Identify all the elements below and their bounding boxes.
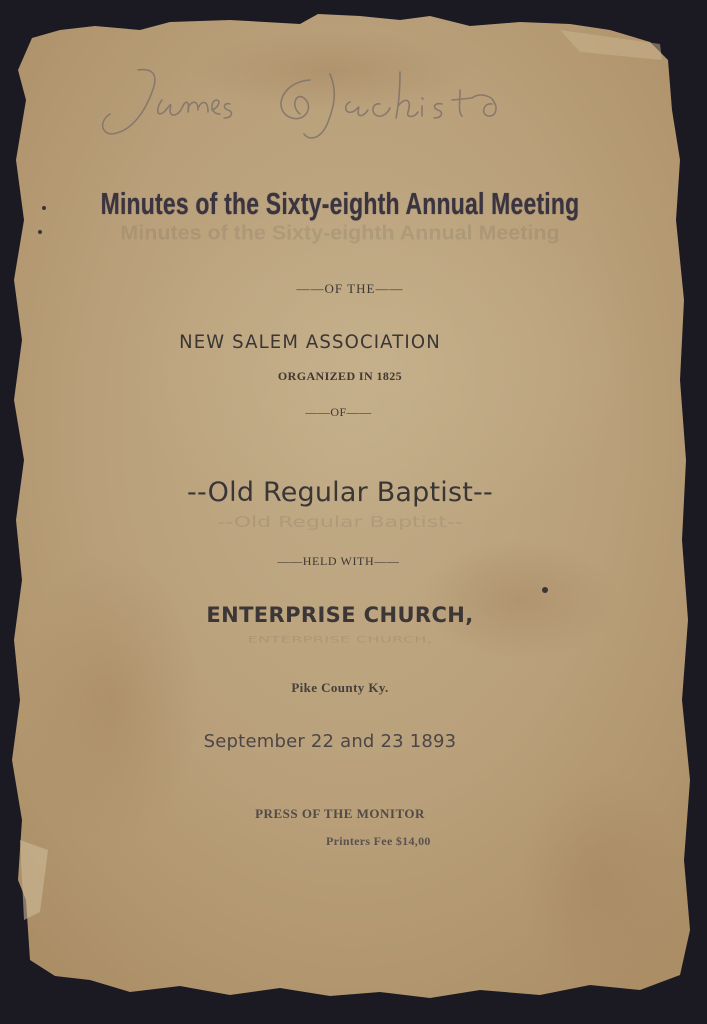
held-with-line: ——HELD WITH—— bbox=[277, 554, 400, 568]
organized-year: ORGANIZED IN 1825 bbox=[277, 369, 403, 383]
show-through-denomination: --Old Regular Baptist-- bbox=[217, 513, 463, 532]
show-through-title: Minutes of the Sixty-eighth Annual Meeting bbox=[120, 222, 560, 245]
meeting-date: September 22 and 23 1893 bbox=[203, 731, 457, 752]
press-imprint: PRESS OF THE MONITOR bbox=[255, 806, 425, 821]
show-through-church: ENTERPRISE CHURCH, bbox=[247, 634, 433, 645]
church-name: ENTERPRISE CHURCH, bbox=[206, 603, 474, 627]
of-line: ——OF—— bbox=[305, 405, 372, 419]
of-the-line: ——OF THE—— bbox=[296, 281, 404, 296]
handwritten-signature bbox=[100, 62, 580, 152]
denomination-heading: --Old Regular Baptist-- bbox=[187, 477, 493, 508]
document-title: Minutes of the Sixty-eighth Annual Meeting bbox=[100, 186, 580, 221]
association-name: NEW SALEM ASSOCIATION bbox=[179, 331, 441, 353]
printers-fee: Printers Fee $14,00 bbox=[326, 834, 431, 848]
county-location: Pike County Ky. bbox=[291, 680, 389, 695]
